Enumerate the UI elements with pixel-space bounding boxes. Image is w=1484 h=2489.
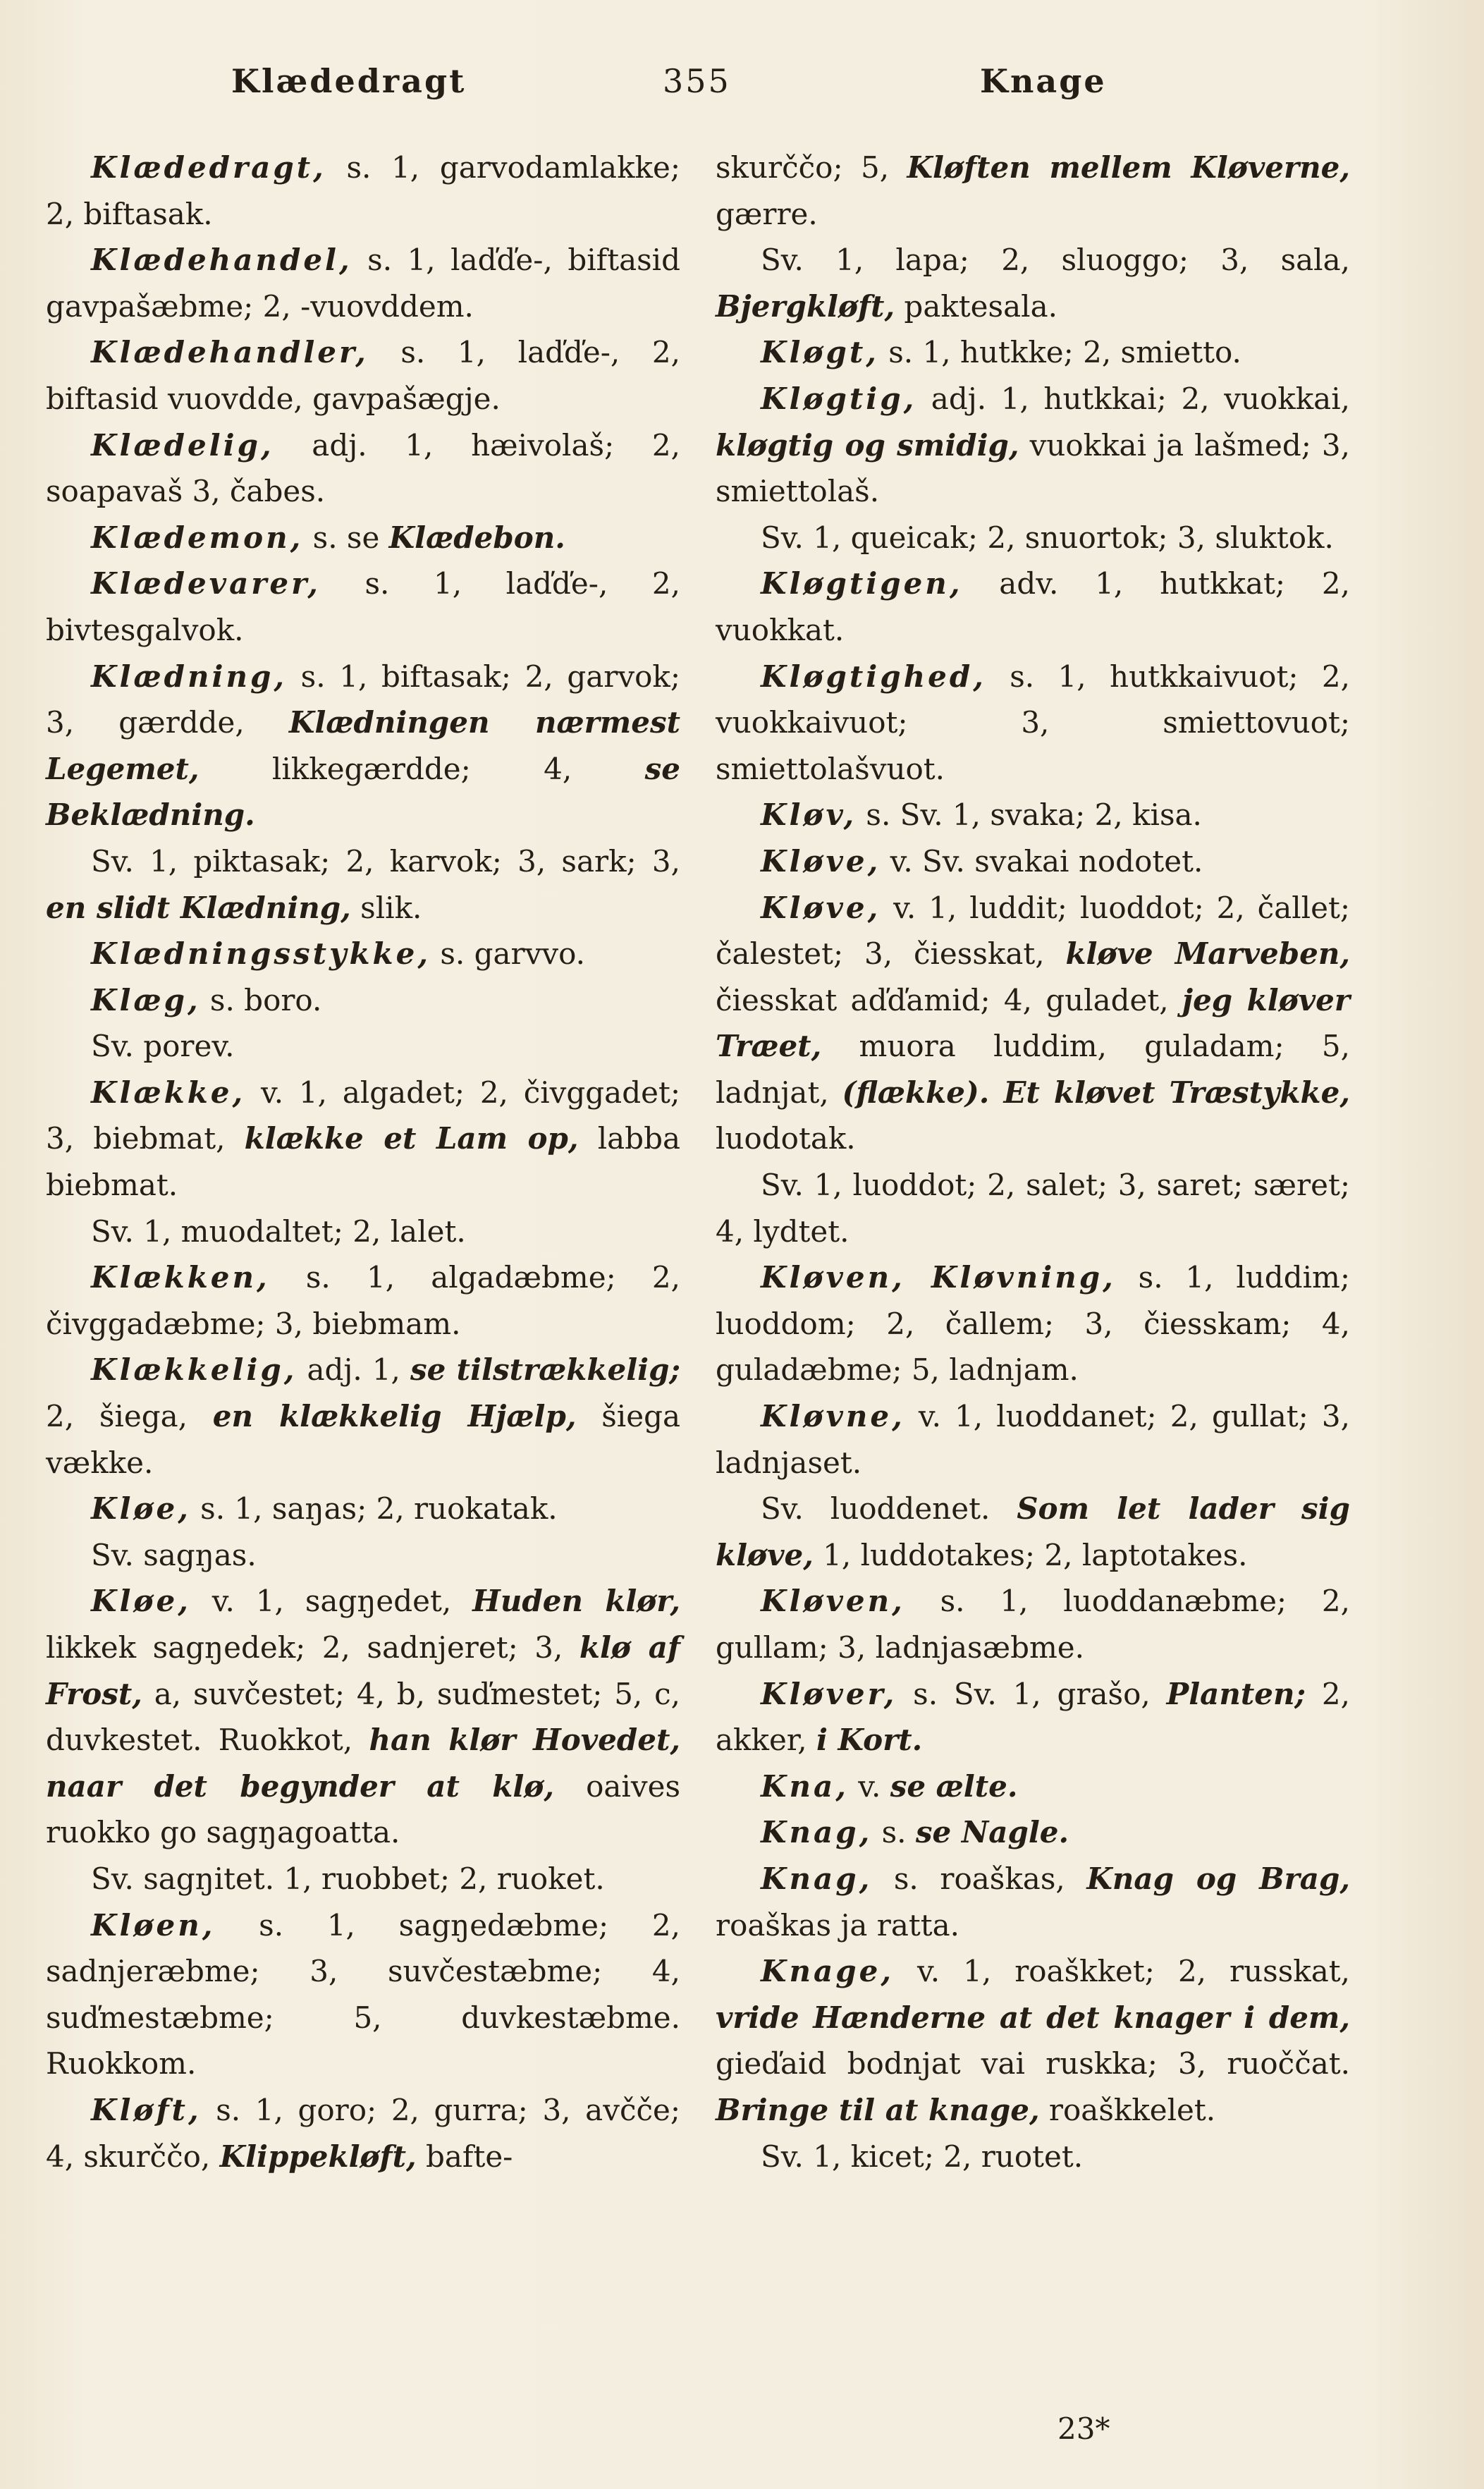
entry-text: bafte-	[416, 2139, 513, 2174]
headword: Klædedragt,	[91, 150, 326, 185]
italic-phrase: Klippekløft,	[219, 2139, 417, 2174]
swedish-variant: Sv. 1, luoddot; 2, salet; 3, saret; særet; 4, lydtet.	[716, 1168, 1350, 1249]
entry-text: s. 1, hutkkaivuot; 2, vuokkaivuot; 3, smiettovuot; smiettolašvuot.	[716, 659, 1350, 786]
entry-text: luodotak.	[716, 1121, 856, 1156]
dictionary-entry	[716, 1254, 1350, 1393]
right-column	[716, 145, 1350, 2179]
dictionary-entry	[716, 1809, 1350, 1856]
entry-text: adj. 1, hutkkai; 2, vuokkai,	[916, 381, 1350, 416]
dictionary-entry	[46, 1254, 680, 1347]
dictionary-entry	[716, 654, 1350, 793]
headword: Kløver,	[761, 1676, 897, 1711]
entry-text: s. 1, laďďe-, biftasid gavpašæbme; 2, -vuovddem.	[46, 243, 680, 324]
headword: Kløe,	[91, 1491, 191, 1527]
dictionary-entry	[716, 1486, 1350, 1578]
entry-text: s. 1, algadæbme; 2, čivggadæbme; 3, biebmam.	[46, 1260, 680, 1341]
entry-text: s. 1, garvodamlakke; 2, biftasak.	[46, 150, 680, 231]
italic-phrase: Klædebon.	[388, 520, 565, 555]
dictionary-entry	[716, 1578, 1350, 1670]
dictionary-entry	[716, 792, 1350, 838]
page-number: 355	[663, 62, 731, 100]
entry-text: s. 1, goro; 2, gurra; 3, avčče; 4, skurččo,	[46, 2092, 680, 2174]
dictionary-entry	[46, 654, 680, 838]
entry-text: v. 1, algadet; 2, čivggadet; 3, biebmat,	[46, 1075, 680, 1156]
headword: Kløve,	[761, 890, 881, 925]
headword: Klædehandel,	[91, 243, 352, 278]
dictionary-entry	[46, 838, 680, 931]
italic-phrase: Huden klør,	[472, 1584, 680, 1619]
entry-text: likkek sagŋedek; 2, sadnjeret; 3,	[46, 1630, 580, 1665]
italic-phrase: se Beklædning.	[46, 751, 680, 833]
dictionary-entry	[46, 237, 680, 329]
headword: Klæg,	[91, 982, 201, 1017]
headword: Klædelig,	[91, 427, 274, 463]
headword: Kløven,	[761, 1584, 905, 1619]
headword: Kløen,	[91, 1907, 216, 1943]
entry-text: gieďaid bodnjat vai ruskka; 3, ruoččat.	[716, 2046, 1350, 2081]
signature-mark: 23*	[1057, 2411, 1110, 2446]
dictionary-entry	[716, 885, 1350, 1163]
italic-phrase: se ælte.	[890, 1768, 1018, 1804]
entry-text: oaives ruokko go sagŋagoatta.	[46, 1768, 680, 1850]
italic-phrase: kløgtig og smidig,	[716, 427, 1019, 463]
headword: Knage,	[761, 1954, 894, 1989]
dictionary-entry	[46, 1532, 680, 1579]
dictionary-entry	[716, 1856, 1350, 1948]
italic-phrase: (flække). Et kløvet Træstykke,	[842, 1075, 1350, 1110]
headword: Kløgtighed,	[761, 659, 986, 694]
entry-text: v. Sv. svakai nodotet.	[881, 843, 1203, 879]
swedish-variant: Sv. luoddenet.	[761, 1491, 1017, 1527]
entry-text: s. garvvo.	[431, 936, 585, 972]
swedish-variant: Sv. 1, lapa; 2, sluoggo; 3, sala,	[761, 243, 1350, 278]
italic-phrase: klø af Frost,	[46, 1630, 680, 1711]
swedish-variant: Sv. 1, muodaltet; 2, lalet.	[91, 1213, 466, 1249]
entry-text: slik.	[350, 890, 422, 925]
dictionary-entry	[46, 2087, 680, 2179]
entry-text: s. se	[303, 520, 389, 555]
entry-text: likkegærdde; 4,	[199, 751, 645, 786]
italic-phrase: klække et Lam op,	[244, 1121, 579, 1156]
entry-text: s. 1, laďďe-, 2, bivtesgalvok.	[46, 566, 680, 647]
swedish-variant: Sv. sagŋas.	[91, 1537, 257, 1572]
dictionary-entry	[46, 1070, 680, 1209]
dictionary-entry	[46, 561, 680, 653]
entry-text: 2, šiega,	[46, 1399, 213, 1434]
swedish-variant: Sv. 1, kicet; 2, ruotet.	[761, 2139, 1084, 2174]
headword: Klædemon,	[91, 520, 304, 555]
italic-phrase: en klækkelig Hjælp,	[212, 1399, 577, 1434]
swedish-variant: Sv. 1, queicak; 2, snuortok; 3, sluktok.	[761, 520, 1334, 555]
entry-text: v. 1, luddit; luoddot; 2, čallet; čalestet; 3, čiesskat,	[716, 890, 1350, 972]
dictionary-entry	[46, 931, 680, 977]
headword: Kløven, Kløvning,	[761, 1260, 1116, 1295]
dictionary-entry	[46, 977, 680, 1024]
italic-phrase: Kløften mellem Kløverne,	[907, 150, 1350, 185]
dictionary-entry	[716, 376, 1350, 515]
dictionary-entry	[716, 1948, 1350, 2133]
italic-phrase: Som let lader sig kløve,	[716, 1491, 1350, 1572]
headword: Kløft,	[91, 2092, 202, 2127]
entry-text: v. 1, sagŋedet,	[190, 1584, 473, 1619]
headword: Kløve,	[761, 843, 881, 879]
dictionary-entry	[716, 1162, 1350, 1254]
entry-text: s. Sv. 1, svaka; 2, kisa.	[857, 797, 1202, 833]
header-left-word: Klædedragt	[231, 62, 467, 100]
headword: Klædehandler,	[91, 335, 369, 370]
headword: Kna,	[761, 1768, 849, 1804]
entry-text: s. 1, biftasak; 2, garvok; 3, gærdde,	[46, 659, 680, 740]
dictionary-entry	[46, 145, 680, 237]
entry-text: vuokkai ja lašmed; 3, smiettolaš.	[716, 427, 1351, 509]
italic-phrase: han klør Hovedet, naar det begynder at klø,	[46, 1723, 680, 1804]
dictionary-entry	[46, 1209, 680, 1255]
dictionary-entry	[716, 145, 1350, 237]
entry-text: paktesala.	[895, 288, 1057, 324]
entry-text: adv. 1, hutkkat; 2, vuokkat.	[716, 566, 1350, 647]
dictionary-entry	[716, 1763, 1350, 1810]
entry-text: 1, luddotakes; 2, laptotakes.	[813, 1537, 1248, 1572]
italic-phrase: Planten;	[1166, 1676, 1306, 1711]
dictionary-entry	[46, 1023, 680, 1070]
italic-phrase: Klædningen nærmest Legemet,	[46, 705, 680, 786]
swedish-variant: Sv. porev.	[91, 1029, 235, 1064]
headword: Klække,	[91, 1075, 246, 1110]
headword: Klækken,	[91, 1260, 270, 1295]
entry-text: roaškkelet.	[1039, 2092, 1216, 2127]
headword: Klækkelig,	[91, 1352, 298, 1388]
dictionary-entry	[716, 515, 1350, 561]
swedish-variant: Sv. 1, piktasak; 2, karvok; 3, sark; 3,	[91, 843, 680, 879]
dictionary-entry	[716, 561, 1350, 653]
entry-text: s.	[872, 1815, 916, 1850]
left-column	[46, 145, 680, 2179]
dictionary-entry	[716, 1671, 1350, 1763]
entry-text: v. 1, roaškket; 2, russkat,	[893, 1954, 1350, 1989]
dictionary-entry	[716, 1393, 1350, 1486]
dictionary-entry	[46, 1486, 680, 1532]
entry-text: a, suvčestet; 4, b, suďmestet; 5, c, duvkestet. Ruokkot,	[46, 1676, 680, 1758]
dictionary-entry	[46, 329, 680, 422]
italic-phrase: Bringe til at knage,	[716, 2092, 1040, 2127]
entry-text: čiesskat aďďamid; 4, guladet,	[716, 982, 1182, 1017]
italic-phrase: vride Hænderne at det knager i dem,	[716, 2000, 1350, 2035]
headword: Kløgtig,	[761, 381, 917, 416]
dictionary-entry	[46, 1347, 680, 1486]
headword: Kløgt,	[761, 335, 879, 370]
running-header	[49, 62, 1396, 118]
headword: Knag,	[761, 1861, 873, 1896]
entry-text: 2, akker,	[716, 1676, 1350, 1758]
entry-text: s. 1, hutkke; 2, smietto.	[878, 335, 1241, 370]
headword: Knag,	[761, 1815, 873, 1850]
entry-text: gærre.	[716, 196, 818, 231]
headword: Klædning,	[91, 659, 287, 694]
entry-text: s. Sv. 1, grašo,	[897, 1676, 1167, 1711]
entry-text: s. 1, luoddanæbme; 2, gullam; 3, ladnjasæbme.	[716, 1584, 1350, 1665]
entry-text: s. 1, luddim; luoddom; 2, čallem; 3, čiesskam; 4, guladæbme; 5, ladnjam.	[716, 1260, 1350, 1388]
entry-text: s. 1, laďďe-, 2, biftasid vuovdde, gavpašægje.	[46, 335, 680, 416]
headword: Kløgtigen,	[761, 566, 963, 601]
italic-phrase: se tilstrækkelig;	[410, 1352, 680, 1388]
swedish-variant: Sv. sagŋitet. 1, ruobbet; 2, ruoket.	[91, 1861, 605, 1896]
header-right-word: Knage	[980, 62, 1107, 100]
entry-text: šiega vække.	[46, 1399, 680, 1480]
italic-phrase: jeg kløver Træet,	[716, 982, 1350, 1064]
entry-text: roaškas ja ratta.	[716, 1907, 960, 1943]
dictionary-entry	[716, 237, 1350, 329]
headword: Kløv,	[761, 797, 857, 833]
italic-phrase: se Nagle.	[915, 1815, 1069, 1850]
dictionary-entry	[46, 1578, 680, 1856]
italic-phrase: i Kort.	[816, 1723, 923, 1758]
entry-text: s. roaškas,	[872, 1861, 1087, 1896]
entry-text: adj. 1, hæivolaš; 2, soapavaš 3, čabes.	[46, 427, 680, 509]
entry-text: v.	[848, 1768, 890, 1804]
entry-text: s. boro.	[200, 982, 322, 1017]
dictionary-entry	[716, 329, 1350, 376]
entry-text: s. 1, sagŋedæbme; 2, sadnjeræbme; 3, suvčestæbme; 4, suďmestæbme; 5, duvkestæbme. Ruokkom.	[46, 1907, 680, 2081]
dictionary-entry	[46, 422, 680, 515]
entry-text: labba biebmat.	[46, 1121, 680, 1203]
dictionary-entry	[46, 515, 680, 561]
dictionary-entry	[716, 838, 1350, 885]
entry-text: adj. 1,	[297, 1352, 410, 1388]
italic-phrase: Bjergkløft,	[716, 288, 895, 324]
headword: Klædningsstykke,	[91, 936, 431, 972]
dictionary-entry	[46, 1902, 680, 2087]
entry-text: v. 1, luoddanet; 2, gullat; 3, ladnjaset.	[716, 1399, 1350, 1480]
italic-phrase: en slidt Klædning,	[46, 890, 351, 925]
entry-text: muora luddim, guladam; 5, ladnjat,	[716, 1029, 1350, 1110]
italic-phrase: Knag og Brag,	[1086, 1861, 1350, 1896]
italic-phrase: kløve Marveben,	[1065, 936, 1350, 972]
dictionary-entry	[716, 2134, 1350, 2180]
headword: Kløvne,	[761, 1399, 905, 1434]
entry-text: skurččo; 5,	[716, 150, 907, 185]
dictionary-entry	[46, 1856, 680, 1902]
headword: Kløe,	[91, 1584, 191, 1619]
entry-text: s. 1, saŋas; 2, ruokatak.	[190, 1491, 558, 1527]
headword: Klædevarer,	[91, 566, 321, 601]
